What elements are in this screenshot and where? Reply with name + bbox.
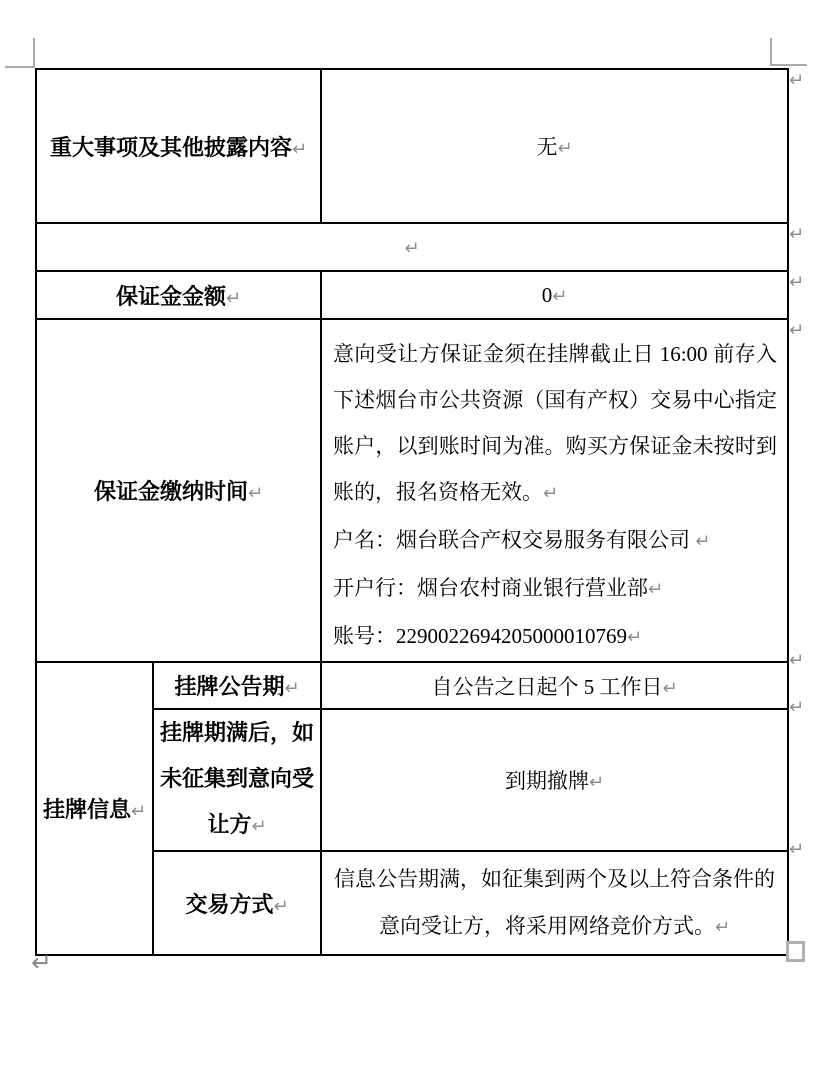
label-text: 挂牌期满后，如未征集到意向受让方 [160, 720, 315, 837]
paragraph-mark: ↵ [695, 531, 711, 552]
paragraph-mark: ↵ [543, 483, 559, 504]
label-text: 交易方式 [185, 891, 274, 917]
table-row [36, 319, 788, 662]
paragraph-mark: ↵ [648, 579, 664, 600]
deposit-instructions-text: 意向受让方保证金须在挂牌截止日 16:00 前存入下述烟台市公共资源（国有产权）交易中心指定账户，以到账时间为准。购买方保证金未按时到账的，报名资格无效。 [333, 342, 778, 504]
paragraph-mark: ↵ [291, 138, 308, 160]
bank-text: 开户行：烟台农村商业银行营业部 [333, 576, 649, 600]
table-row [36, 69, 788, 223]
value-text: 无 [536, 135, 558, 159]
cell-trade-method-label [153, 851, 321, 955]
margin-corner-guide-left [33, 38, 35, 68]
paragraph-mark: ↵ [557, 138, 573, 159]
paragraph-mark: ↵ [662, 677, 678, 699]
paragraph-mark: ↵ [284, 678, 300, 699]
margin-corner-guide-left [5, 66, 33, 68]
cell-deposit-time-content [321, 319, 788, 662]
paragraph-mark: ↵ [130, 801, 147, 822]
table-row [36, 223, 788, 271]
cell-deposit-time-label [36, 319, 321, 662]
table-row [36, 662, 788, 709]
paragraph-mark: ↵ [273, 895, 289, 917]
cell-deposit-amount-label [36, 271, 321, 319]
bank-line [333, 565, 777, 613]
label-text: 保证金金额 [115, 283, 226, 309]
end-of-row-mark: ↵ [789, 272, 805, 293]
paragraph-mark: ↵ [251, 816, 267, 837]
margin-corner-guide-right [770, 64, 807, 66]
value-text: 自公告之日起个 5 工作日 [431, 674, 663, 699]
paragraph-mark: ↵ [225, 287, 242, 309]
paragraph-mark: ↵ [588, 772, 605, 793]
cell-announce-period-value [321, 662, 788, 709]
margin-corner-guide-right [770, 38, 772, 66]
end-of-row-mark: ↵ [789, 320, 805, 341]
label-text: 重大事项及其他披露内容 [49, 134, 292, 160]
table-row [36, 271, 788, 319]
label-text: 挂牌信息 [42, 797, 131, 822]
disclosure-table [35, 68, 789, 956]
end-of-row-mark: ↵ [789, 839, 805, 860]
paragraph-mark: ↵ [31, 948, 52, 977]
value-text: 信息公告期满，如征集到两个及以上符合条件的意向受让方，将采用网络竞价方式。 [334, 866, 776, 938]
end-of-row-mark: ↵ [789, 70, 805, 91]
cell-expiry-value [321, 709, 788, 851]
cell-listing-info-label [36, 662, 153, 955]
account-name-text: 户名：烟台联合产权交易服务有限公司 [333, 528, 696, 552]
end-of-row-mark: ↵ [789, 650, 805, 671]
deposit-instructions [333, 331, 777, 517]
paragraph-mark: ↵ [247, 483, 264, 504]
cell-spacer-row [36, 223, 788, 271]
end-of-row-mark: ↵ [789, 224, 805, 245]
cell-announce-period-label [153, 662, 321, 709]
paragraph-mark: ↵ [552, 285, 568, 307]
cell-major-disclosure-label [36, 69, 321, 223]
value-text: 0 [541, 282, 553, 307]
value-text: 到期撤牌 [504, 769, 589, 793]
account-name-line [333, 517, 777, 565]
cell-expiry-label [153, 709, 321, 851]
cell-trade-method-value [321, 851, 788, 955]
end-of-row-mark: ↵ [789, 697, 805, 718]
table-resize-handle[interactable] [786, 941, 805, 962]
paragraph-mark: ↵ [404, 237, 420, 259]
account-number-text: 账号：2290022694205000010769 [333, 624, 628, 648]
cell-deposit-amount-value [321, 271, 788, 319]
account-number-line [333, 613, 777, 661]
cell-major-disclosure-value [321, 69, 788, 223]
paragraph-mark: ↵ [627, 627, 643, 648]
paragraph-mark: ↵ [714, 916, 731, 938]
label-text: 挂牌公告期 [174, 674, 285, 699]
label-text: 保证金缴纳时间 [93, 479, 248, 504]
